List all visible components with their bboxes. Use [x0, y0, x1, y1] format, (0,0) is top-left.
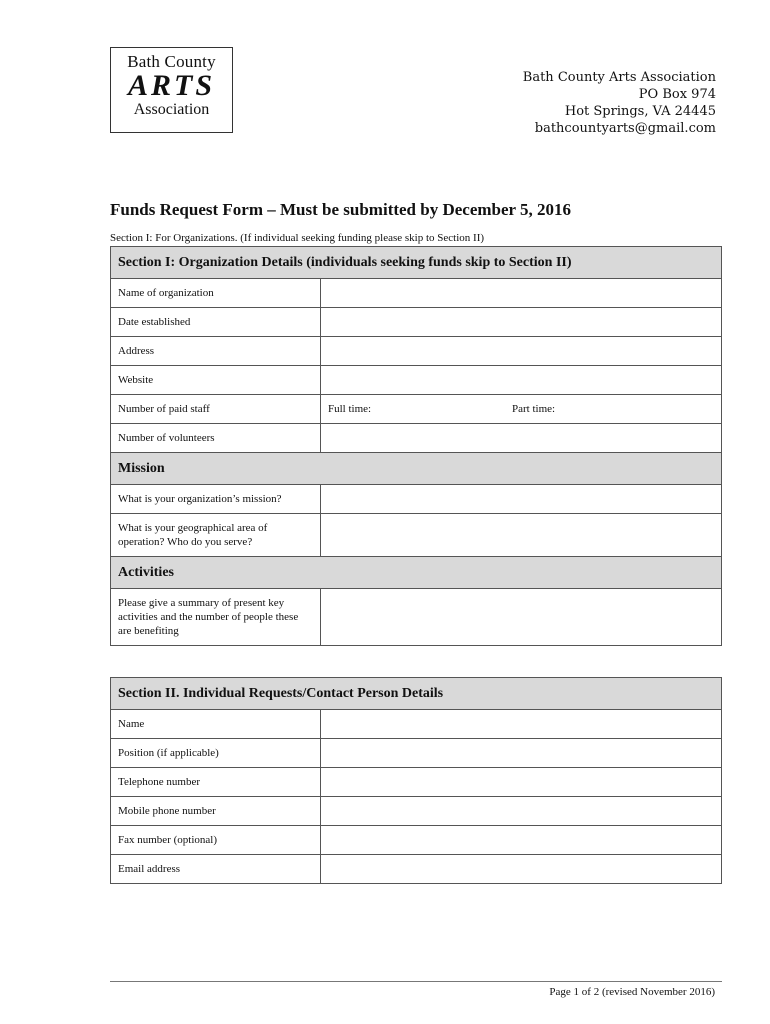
fax-label: Fax number (optional) [111, 826, 321, 855]
activities-q1-field[interactable] [321, 589, 722, 646]
address-org: Bath County Arts Association [522, 70, 716, 85]
date-established-field[interactable] [321, 308, 722, 337]
table-row [111, 589, 722, 646]
org-name-field[interactable] [321, 279, 722, 308]
logo [110, 47, 233, 133]
activities-header: Activities [111, 557, 722, 589]
table-row [111, 826, 722, 855]
name-label: Name [111, 710, 321, 739]
form-title: Funds Request Form – Must be submitted by December 5, 2016 [110, 200, 572, 219]
mobile-label: Mobile phone number [111, 797, 321, 826]
volunteers-field[interactable] [321, 424, 722, 453]
volunteers-label: Number of volunteers [111, 424, 321, 453]
logo-line3: Association [133, 101, 210, 118]
page-footer: Page 1 of 2 (revised November 2016) [549, 986, 715, 998]
table-row [111, 395, 722, 424]
paid-staff-label: Number of paid staff [111, 395, 321, 424]
table-row [111, 710, 722, 739]
section1-table [110, 246, 722, 646]
address-city: Hot Springs, VA 24445 [564, 104, 716, 119]
table-row [111, 279, 722, 308]
table-row [111, 739, 722, 768]
mission-q1-label: What is your organization’s mission? [111, 485, 321, 514]
email-label: Email address [111, 855, 321, 884]
org-name-label: Name of organization [111, 279, 321, 308]
position-field[interactable] [321, 739, 722, 768]
logo-line1: Bath County [127, 52, 216, 71]
table-row [111, 424, 722, 453]
telephone-field[interactable] [321, 768, 722, 797]
name-field[interactable] [321, 710, 722, 739]
fax-field[interactable] [321, 826, 722, 855]
address-email: bathcountyarts@gmail.com [534, 121, 716, 136]
mission-q2-label: What is your geographical area of operation? Who do you serve? [111, 514, 321, 557]
mission-q1-field[interactable] [321, 485, 722, 514]
footer-divider [110, 981, 722, 982]
table-row [111, 366, 722, 395]
address-label: Address [111, 337, 321, 366]
address-box: PO Box 974 [638, 87, 716, 102]
website-field[interactable] [321, 366, 722, 395]
paid-staff-field[interactable] [321, 395, 722, 424]
table-row [111, 485, 722, 514]
logo-line2: ARTS [127, 69, 216, 102]
position-label: Position (if applicable) [111, 739, 321, 768]
table-row [111, 797, 722, 826]
mission-header: Mission [111, 453, 722, 485]
mission-q2-field[interactable] [321, 514, 722, 557]
full-time-label: Full time: [328, 403, 372, 415]
section2-header: Section II. Individual Requests/Contact Person Details [111, 678, 722, 710]
email-field[interactable] [321, 855, 722, 884]
table-row [111, 855, 722, 884]
section1-header: Section I: Organization Details (individuals seeking funds skip to Section II) [111, 247, 722, 279]
website-label: Website [111, 366, 321, 395]
address-field[interactable] [321, 337, 722, 366]
section1-intro: Section I: For Organizations. (If individual seeking funding please skip to Section II) [110, 232, 485, 244]
mobile-field[interactable] [321, 797, 722, 826]
table-row [111, 337, 722, 366]
section2-table [110, 677, 722, 884]
table-row [111, 514, 722, 557]
date-established-label: Date established [111, 308, 321, 337]
address-block [523, 69, 716, 137]
table-row [111, 308, 722, 337]
telephone-label: Telephone number [111, 768, 321, 797]
table-row [111, 768, 722, 797]
activities-q1-label: Please give a summary of present key activities and the number of people these are benefiting [111, 589, 321, 646]
part-time-label: Part time: [512, 403, 556, 415]
